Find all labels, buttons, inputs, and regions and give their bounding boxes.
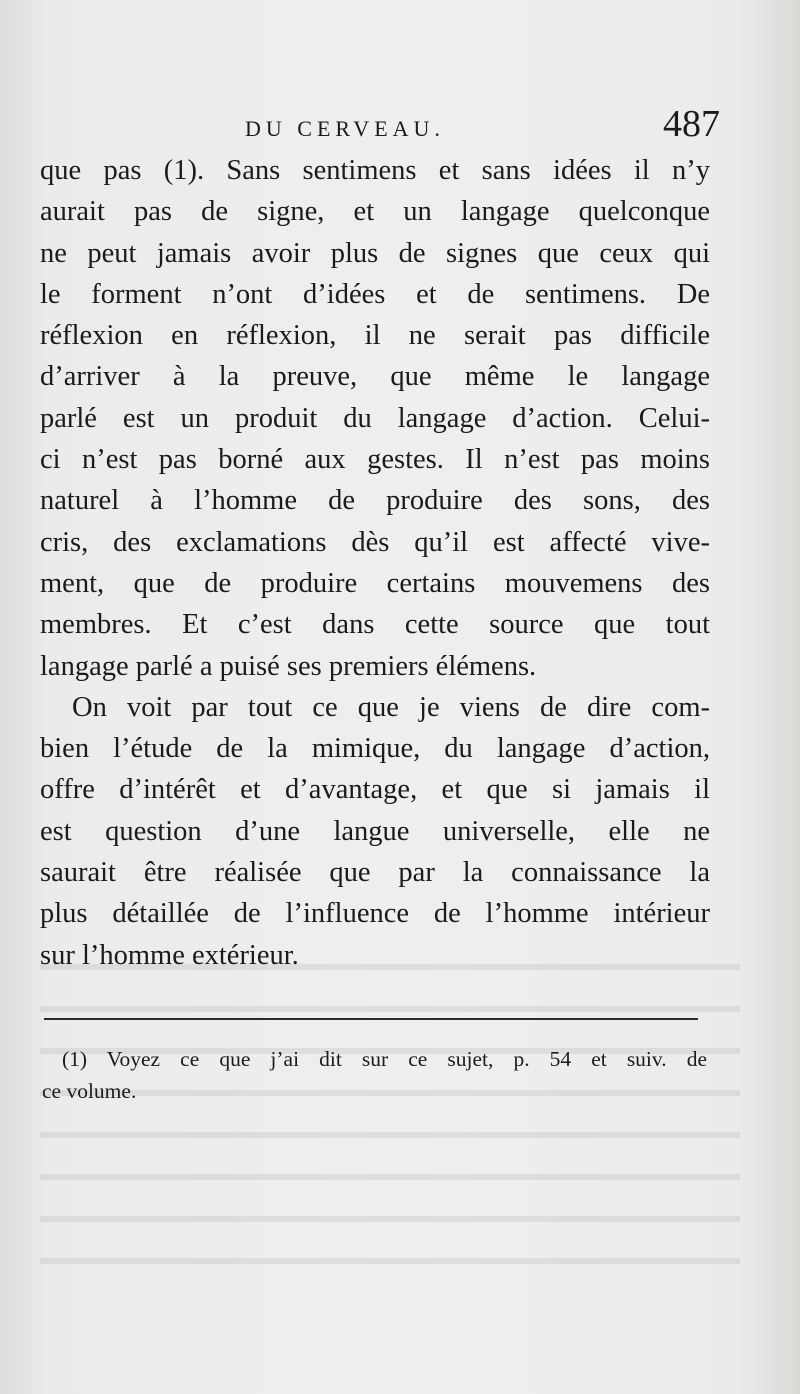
- footnote-divider: [44, 1018, 698, 1020]
- page-header: [40, 102, 720, 148]
- text-line: d’arriver à la preuve, que même le langage: [40, 361, 710, 393]
- text-line: parlé est un produit du langage d’action. Celui-: [40, 402, 710, 434]
- text-line: réflexion en réflexion, il ne serait pas difficile: [40, 320, 710, 352]
- page-number: 487: [663, 103, 720, 145]
- footnote: [42, 1043, 707, 1107]
- text-line: le forment n’ont d’idées et de sentimens. De: [40, 278, 710, 310]
- text-line: sur l’homme extérieur.: [40, 939, 299, 971]
- body-text: [40, 150, 710, 976]
- text-line: cris, des exclamations dès qu’il est affecté vive-: [40, 526, 710, 558]
- text-line: membres. Et c’est dans cette source que tout: [40, 609, 710, 641]
- show-through-texture: [40, 940, 740, 1290]
- text-line: On voit par tout ce que je viens de dire com-: [72, 691, 710, 723]
- text-line: saurait être réalisée que par la connaissance la: [40, 857, 710, 889]
- footnote-line: (1) Voyez ce que j’ai dit sur ce sujet, p. 54 et suiv. de: [62, 1047, 707, 1071]
- running-head: DU CERVEAU.: [245, 116, 445, 141]
- text-line: offre d’intérêt et d’avantage, et que si jamais il: [40, 774, 710, 806]
- text-line: naturel à l’homme de produire des sons, des: [40, 485, 710, 517]
- text-line: que pas (1). Sans sentimens et sans idées il n’y: [40, 155, 710, 186]
- text-line: ne peut jamais avoir plus de signes que ceux qui: [40, 237, 710, 269]
- text-line: ci n’est pas borné aux gestes. Il n’est pas moins: [40, 444, 710, 476]
- text-line: langage parlé a puisé ses premiers élémens.: [40, 650, 537, 682]
- text-line: bien l’étude de la mimique, du langage d’action,: [40, 733, 710, 765]
- text-line: est question d’une langue universelle, elle ne: [40, 815, 710, 847]
- text-line: ment, que de produire certains mouvemens des: [40, 567, 710, 599]
- text-line: plus détaillée de l’influence de l’homme intérieur: [40, 898, 710, 930]
- text-line: aurait pas de signe, et un langage quelconque: [40, 196, 710, 228]
- footnote-line: ce volume.: [42, 1079, 137, 1103]
